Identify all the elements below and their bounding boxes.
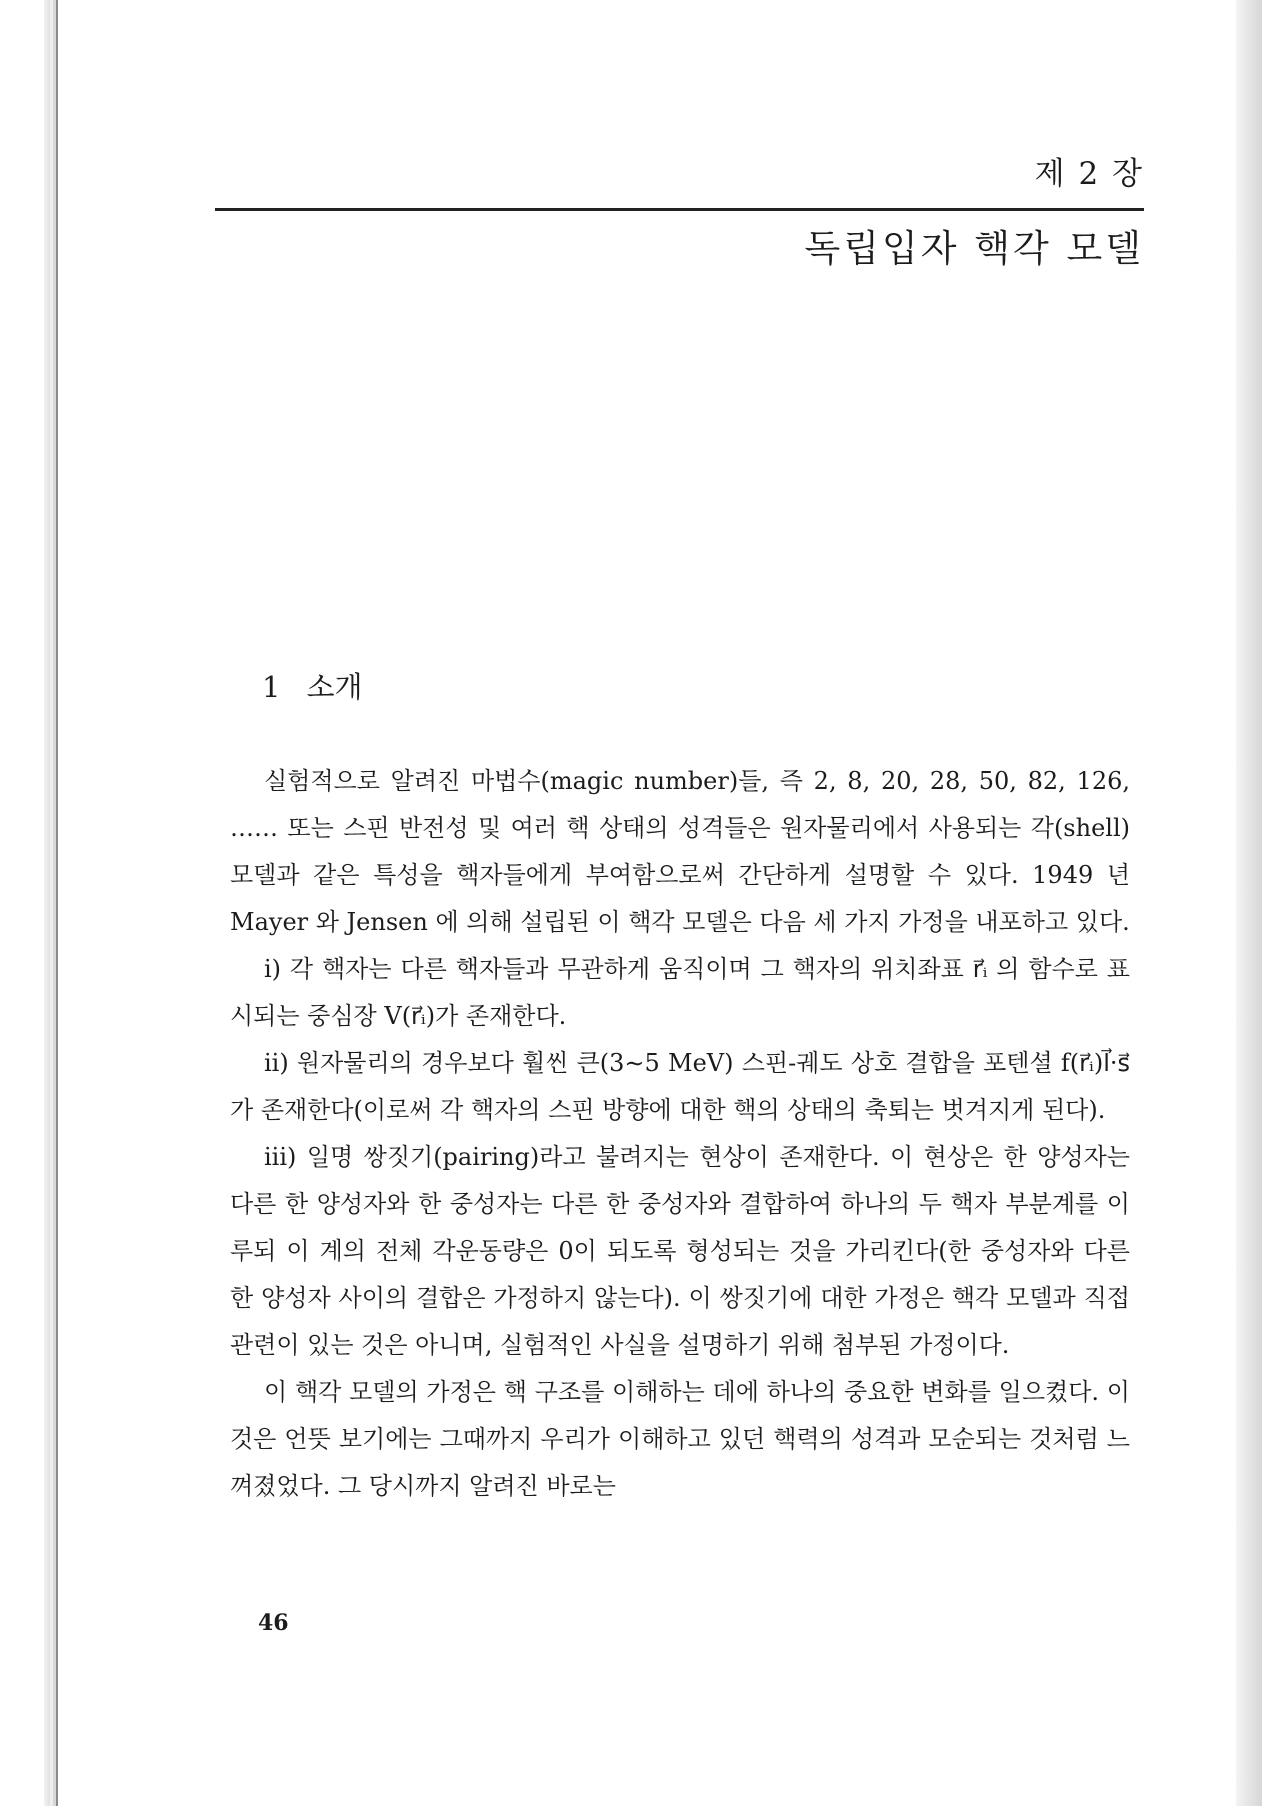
paragraph-assumption-1: i) 각 핵자는 다른 핵자들과 무관하게 움직이며 그 핵자의 위치좌표 r⃗ᵢ 의 함수로 표시되는 중심장 V(r⃗ᵢ)가 존재한다. [230, 955, 1130, 1030]
paragraph-assumption-2: ii) 원자물리의 경우보다 훨씬 큰(3∼5 MeV) 스핀-궤도 상호 결합을 포텐셜 f(r⃗ᵢ)l⃗·s⃗가 존재한다(이로써 각 핵자의 스핀 방향에 대한 핵의 상태의 축퇴는 벗겨지게 된다). [230, 1049, 1130, 1124]
section-heading [262, 665, 362, 706]
section-title: 소개 [306, 670, 363, 704]
chapter-title: 독립입자 핵각 모델 [804, 227, 1144, 270]
page-left-shadow [44, 0, 56, 1806]
section-number: 1 [262, 670, 281, 704]
body-text [230, 758, 1130, 1510]
page-number: 46 [258, 1610, 289, 1636]
chapter-number: 제 2 장 [1034, 156, 1144, 192]
paragraph-discussion: 이 핵각 모델의 가정은 핵 구조를 이해하는 데에 하나의 중요한 변화를 일으켰다. 이것은 언뜻 보기에는 그때까지 우리가 이해하고 있던 핵력의 성격과 모순되는 것처럼 느껴졌었다. 그 당시까지 알려진 바로는 [230, 1378, 1130, 1500]
page-right-edge [1236, 0, 1262, 1806]
paragraph-assumption-3: iii) 일명 쌍짓기(pairing)라고 불려지는 현상이 존재한다. 이 현상은 한 양성자는 다른 한 양성자와 한 중성자는 다른 한 중성자와 결합하여 하나의 두 핵자 부분계를 이루되 이 계의 전체 각운동량은 0이 되도록 형성되는 것을 가리킨다(한 중성자와 다른 한 양성자 사이의 결합은 가정하지 않는다). 이 쌍짓기에 대한 가정은 핵각 모델과 직접 관련이 있는 것은 아니며, 실험적인 사실을 설명하기 위해 첨부된 가정이다. [230, 1143, 1130, 1359]
paragraph-intro: 실험적으로 알려진 마법수(magic number)들, 즉 2, 8, 20, 28, 50, 82, 126, …… 또는 스핀 반전성 및 여러 핵 상태의 성격들은 원자물리에서 사용되는 각(shell) 모델과 같은 특성을 핵자들에게 부여함으로써 간단하게 설명할 수 있다. 1949 년 Mayer 와 Jensen 에 의해 설립된 이 핵각 모델은 다음 세 가지 가정을 내포하고 있다. [230, 767, 1130, 936]
chapter-rule [215, 208, 1144, 211]
